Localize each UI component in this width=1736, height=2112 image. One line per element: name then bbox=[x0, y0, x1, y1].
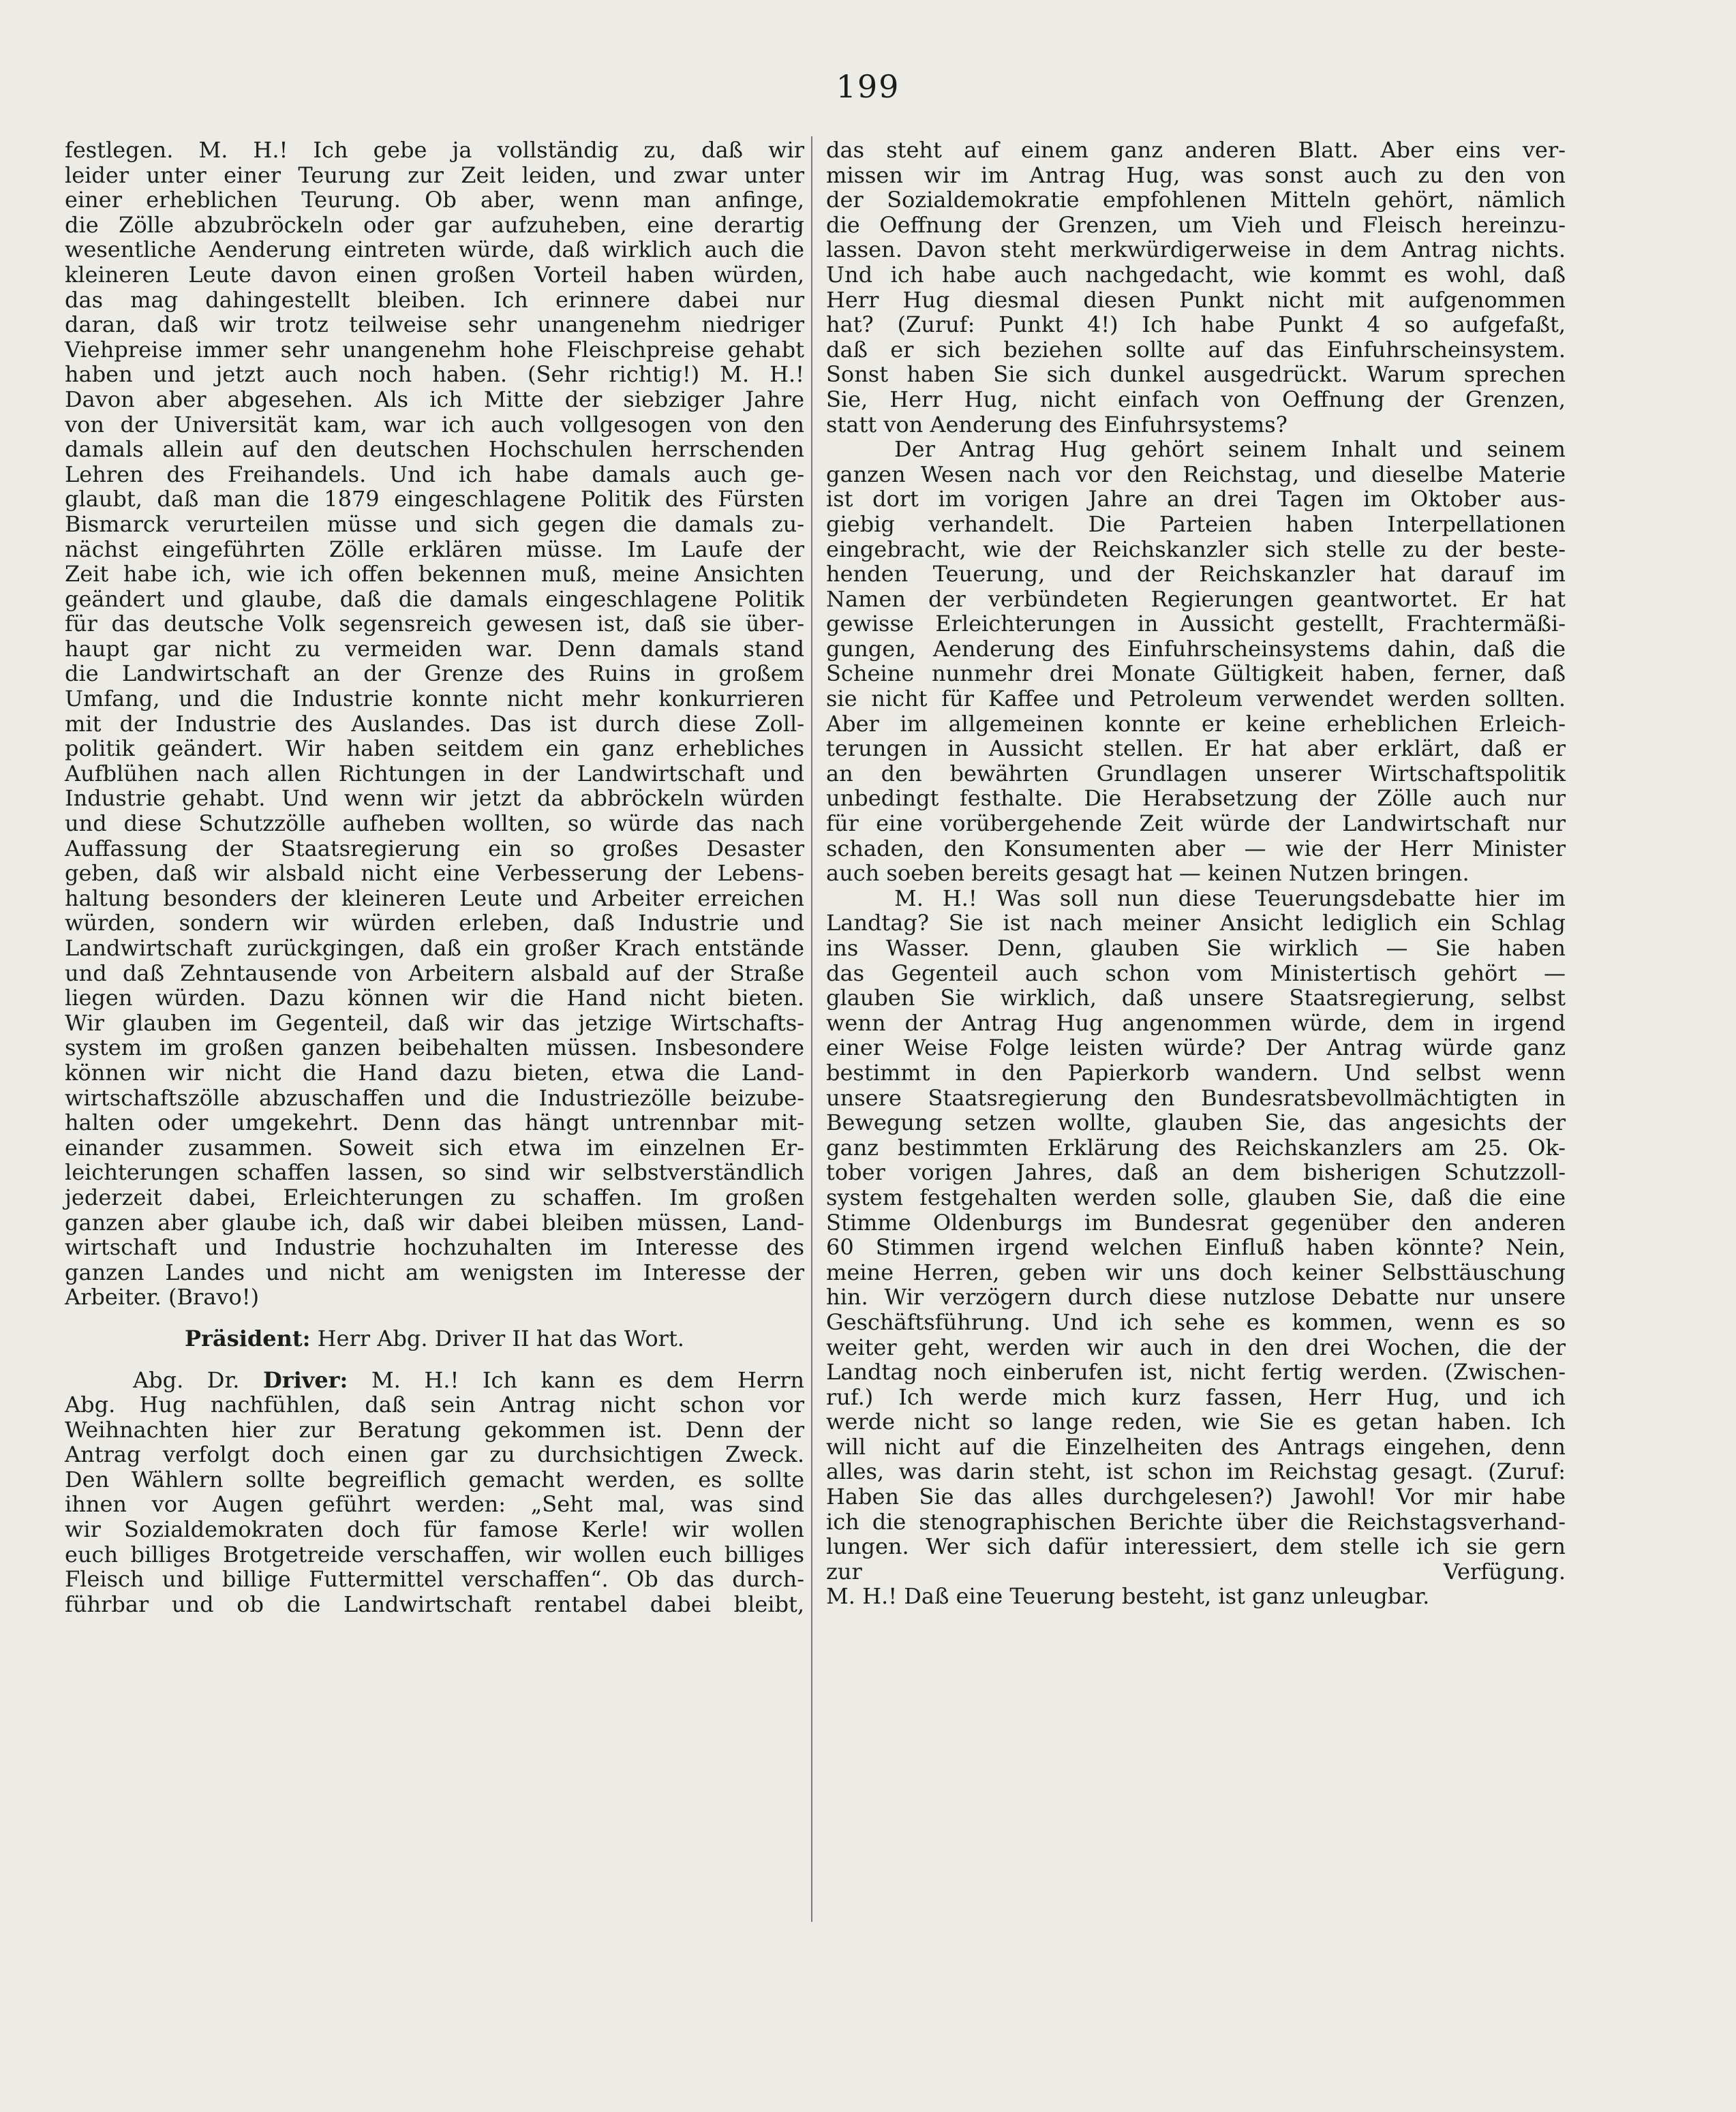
text-line: Landwirtschaft zurückgingen, daß ein großer Krach entstände bbox=[65, 935, 804, 961]
text-line: sie nicht für Kaffee und Petroleum verwendet werden sollten. bbox=[826, 686, 1566, 712]
text-line: Geschäftsführung. Und ich sehe es kommen, wenn es so bbox=[826, 1308, 1566, 1335]
text-line: kleineren Leute davon einen großen Vorteil haben würden, bbox=[65, 261, 804, 288]
speaker-label: Driver: bbox=[262, 1366, 348, 1393]
text-line: meine Herren, geben wir uns doch keiner Selbsttäuschung bbox=[826, 1259, 1566, 1285]
text-line: ist dort im vorigen Jahre an drei Tagen im Oktober aus- bbox=[826, 486, 1566, 512]
text-line: die Landwirtschaft an der Grenze des Ruins in großem bbox=[65, 660, 804, 687]
text-line: für das deutsche Volk segensreich gewesen ist, daß sie über- bbox=[65, 611, 804, 637]
text-line: 60 Stimmen irgend welchen Einfluß haben könnte? Nein, bbox=[826, 1234, 1566, 1261]
text-line: Antrag verfolgt doch einen gar zu durchsichtigen Zweck. bbox=[65, 1441, 804, 1468]
text-line: hin. Wir verzögern durch diese nutzlose Debatte nur unsere bbox=[826, 1284, 1566, 1311]
text-line: lassen. Davon steht merkwürdigerweise in dem Antrag nichts. bbox=[826, 236, 1566, 263]
text-line: Umfang, und die Industrie konnte nicht mehr konkurrieren bbox=[65, 686, 804, 712]
text-line: schaden, den Konsumenten aber — wie der Herr Minister bbox=[826, 835, 1566, 861]
text-line: Landtag? Sie ist nach meiner Ansicht lediglich ein Schlag bbox=[826, 910, 1566, 936]
text-line: das steht auf einem ganz anderen Blatt. Aber eins ver- bbox=[826, 137, 1566, 163]
text-line: damals allein auf den deutschen Hochschulen herrschenden bbox=[65, 436, 804, 463]
text-line: ihnen vor Augen geführt werden: „Seht mal, was sind bbox=[65, 1491, 804, 1518]
text-line: Scheine nunmehr drei Monate Gültigkeit haben, ferner, daß bbox=[826, 660, 1566, 687]
speaker-label: Präsident: bbox=[185, 1325, 311, 1351]
text-line: und daß Zehntausende von Arbeitern alsbald auf der Straße bbox=[65, 960, 804, 986]
page-number: 199 bbox=[836, 68, 900, 105]
text-line: Landtag noch einberufen ist, nicht fertig werden. (Zwischen- bbox=[826, 1359, 1566, 1386]
text-line: Bismarck verurteilen müsse und sich gegen die damals zu- bbox=[65, 510, 804, 537]
text-line: ruf.) Ich werde mich kurz fassen, Herr Hug, und ich bbox=[826, 1383, 1566, 1410]
text-line: weiter geht, werden wir auch in den drei Wochen, die der bbox=[826, 1334, 1566, 1360]
president-line bbox=[65, 1326, 804, 1351]
text-line: ins Wasser. Denn, glauben Sie wirklich — Sie haben bbox=[826, 935, 1566, 961]
text-line: haltung besonders der kleineren Leute und Arbeiter erreichen bbox=[65, 885, 804, 911]
text-line: statt von Aenderung des Einfuhrsystems? bbox=[826, 411, 1288, 438]
text-line: wir Sozialdemokraten doch für famose Kerle! wir wollen bbox=[65, 1516, 804, 1543]
text-line: Weihnachten hier zur Beratung gekommen ist. Denn der bbox=[65, 1416, 804, 1443]
text-line: bestimmt in den Papierkorb wandern. Und selbst wenn bbox=[826, 1059, 1566, 1086]
text-line: Zeit habe ich, wie ich offen bekennen muß, meine Ansichten bbox=[65, 561, 804, 587]
text-line: die Zölle abzubröckeln oder gar aufzuheben, eine derartig bbox=[65, 211, 804, 238]
text-line: einer Weise Folge leisten würde? Der Antrag würde ganz bbox=[826, 1035, 1566, 1061]
text-line: festlegen. M. H.! Ich gebe ja vollständig zu, daß wir bbox=[65, 137, 804, 163]
text-line: hat? (Zuruf: Punkt 4!) Ich habe Punkt 4 so aufgefaßt, bbox=[826, 311, 1566, 338]
text-line: zur Verfügung. bbox=[826, 1558, 1566, 1585]
text-line: Abg. Hug nachfühlen, daß sein Antrag nicht schon vor bbox=[65, 1392, 804, 1418]
speaker-text: Abg. Dr. bbox=[133, 1366, 240, 1393]
text-line: wesentliche Aenderung eintreten würde, daß wirklich auch die bbox=[65, 236, 804, 263]
text-line: euch billiges Brotgetreide verschaffen, wir wollen euch billiges bbox=[65, 1541, 804, 1567]
text-line: Stimme Oldenburgs im Bundesrat gegenüber den anderen bbox=[826, 1209, 1566, 1236]
text-line: leichterungen schaffen lassen, so sind wir selbstverständlich bbox=[65, 1159, 804, 1186]
text-line: ganzen Landes und nicht am wenigsten im Interesse der bbox=[65, 1259, 804, 1285]
text-line: unsere Staatsregierung den Bundesratsbevollmächtigten in bbox=[826, 1084, 1566, 1111]
text-line: ganzen aber glaube ich, daß wir dabei bleiben müssen, Land- bbox=[65, 1209, 804, 1236]
text-line: M. H.! Daß eine Teuerung besteht, ist ganz unleugbar. bbox=[826, 1583, 1430, 1610]
text-line: mit der Industrie des Auslandes. Das ist durch diese Zoll- bbox=[65, 710, 804, 737]
text-line: Bewegung setzen wollte, glauben Sie, das angesichts der bbox=[826, 1109, 1566, 1136]
text-line: Wir glauben im Gegenteil, daß wir das jetzige Wirtschafts- bbox=[65, 1009, 804, 1036]
text-line: Arbeiter. (Bravo!) bbox=[65, 1284, 260, 1311]
text-line: für eine vorübergehende Zeit würde der Landwirtschaft nur bbox=[826, 810, 1566, 837]
text-line: Namen der verbündeten Regierungen geantwortet. Er hat bbox=[826, 585, 1566, 612]
text-line: wenn der Antrag Hug angenommen würde, dem in irgend bbox=[826, 1009, 1566, 1036]
text-line: unbedingt festhalte. Die Herabsetzung der Zölle auch nur bbox=[826, 785, 1566, 812]
left-column bbox=[65, 138, 804, 1617]
text-line: Davon aber abgesehen. Als ich Mitte der siebziger Jahre bbox=[65, 386, 804, 412]
text-line: die Oeffnung der Grenzen, um Vieh und Fleisch hereinzu- bbox=[826, 211, 1566, 238]
text-line: M. H.! Was soll nun diese Teuerungsdebatte hier im bbox=[894, 885, 1566, 911]
text-line: glauben Sie wirklich, daß unsere Staatsregierung, selbst bbox=[826, 985, 1566, 1011]
text-line: Den Wählern sollte begreiflich gemacht werden, es sollte bbox=[65, 1466, 804, 1493]
text-line: halten oder umgekehrt. Denn das hängt untrennbar mit- bbox=[65, 1109, 804, 1136]
text-line: geben, daß wir alsbald nicht eine Verbesserung der Lebens- bbox=[65, 860, 804, 887]
text-line: haupt gar nicht zu vermeiden war. Denn damals stand bbox=[65, 635, 804, 662]
right-column bbox=[826, 138, 1566, 1609]
text-line: henden Teuerung, und der Reichskanzler hat darauf im bbox=[826, 561, 1566, 587]
text-line: giebig verhandelt. Die Parteien haben Interpellationen bbox=[826, 510, 1566, 537]
text-line: Und ich habe auch nachgedacht, wie kommt es wohl, daß bbox=[826, 261, 1566, 288]
text-line: terungen in Aussicht stellen. Er hat aber erklärt, daß er bbox=[826, 735, 1566, 762]
text-line: glaubt, daß man die 1879 eingeschlagene Politik des Fürsten bbox=[65, 486, 804, 512]
text-line: will nicht auf die Einzelheiten des Antrags eingehen, denn bbox=[826, 1433, 1566, 1460]
text-line: wirtschaft und Industrie hochzuhalten im Interesse des bbox=[65, 1234, 804, 1261]
text-line: von der Universität kam, war ich auch vollgesogen von den bbox=[65, 411, 804, 438]
text-line: Sonst haben Sie sich dunkel ausgedrückt. Warum sprechen bbox=[826, 361, 1566, 388]
text-line: nächst eingeführten Zölle erklären müsse. Im Laufe der bbox=[65, 536, 804, 562]
text-line: Haben Sie das alles durchgelesen?) Jawohl! Vor mir habe bbox=[826, 1484, 1566, 1510]
text-line: alles, was darin steht, ist schon im Reichstag gesagt. (Zuruf: bbox=[826, 1458, 1566, 1485]
text-line: Der Antrag Hug gehört seinem Inhalt und seinem bbox=[894, 436, 1566, 463]
text-line: ganz bestimmten Erklärung des Reichskanzlers am 25. Ok- bbox=[826, 1134, 1566, 1161]
text-line: system festgehalten werden solle, glauben Sie, daß die eine bbox=[826, 1184, 1566, 1210]
text-line: an den bewährten Grundlagen unserer Wirtschaftspolitik bbox=[826, 760, 1566, 786]
text-line: liegen würden. Dazu können wir die Hand nicht bieten. bbox=[65, 985, 804, 1011]
speaker-text: M. H.! Ich kann es dem Herrn bbox=[371, 1366, 805, 1393]
text-line: lungen. Wer sich dafür interessiert, dem stelle ich sie gern bbox=[826, 1533, 1566, 1560]
text-line: und diese Schutzzölle aufheben wollten, so würde das nach bbox=[65, 810, 804, 837]
column-divider bbox=[811, 136, 812, 1922]
text-line: leider unter einer Teurung zur Zeit leiden, und zwar unter bbox=[65, 162, 804, 188]
text-line: haben und jetzt auch noch haben. (Sehr richtig!) M. H.! bbox=[65, 361, 804, 388]
text-line: eingebracht, wie der Reichskanzler sich stelle zu der beste- bbox=[826, 536, 1566, 562]
text-line: einander zusammen. Soweit sich etwa im einzelnen Er- bbox=[65, 1134, 804, 1161]
text-line: der Sozialdemokratie empfohlenen Mitteln gehört, nämlich bbox=[826, 187, 1566, 213]
text-line: Fleisch und billige Futtermittel verschaffen“. Ob das durch- bbox=[65, 1566, 804, 1593]
text-line: Herr Hug diesmal diesen Punkt nicht mit aufgenommen bbox=[826, 286, 1566, 313]
text-line: Aufblühen nach allen Richtungen in der Landwirtschaft und bbox=[65, 760, 804, 786]
text-line: Aber im allgemeinen konnte er keine erheblichen Erleich- bbox=[826, 710, 1566, 737]
text-line: geändert und glaube, daß die damals eingeschlagene Politik bbox=[65, 585, 804, 612]
text-line: Lehren des Freihandels. Und ich habe damals auch ge- bbox=[65, 461, 804, 487]
text-line: Industrie gehabt. Und wenn wir jetzt da abbröckeln würden bbox=[65, 785, 804, 812]
text-line: daran, daß wir trotz teilweise sehr unangenehm niedriger bbox=[65, 311, 804, 338]
text-line: Viehpreise immer sehr unangenehm hohe Fleischpreise gehabt bbox=[65, 336, 804, 363]
text-line: führbar und ob die Landwirtschaft rentabel dabei bleibt, bbox=[65, 1591, 804, 1617]
text-line: ich die stenographischen Berichte über die Reichstagsverhand- bbox=[826, 1508, 1566, 1535]
text-line: Sie, Herr Hug, nicht einfach von Oeffnung der Grenzen, bbox=[826, 386, 1566, 412]
text-line: auch soeben bereits gesagt hat — keinen Nutzen bringen. bbox=[826, 860, 1469, 887]
text-line: einer erheblichen Teurung. Ob aber, wenn man anfinge, bbox=[65, 187, 804, 213]
text-line: das mag dahingestellt bleiben. Ich erinnere dabei nur bbox=[65, 286, 804, 313]
text-line: das Gegenteil auch schon vom Ministertisch gehört — bbox=[826, 960, 1566, 986]
text-line: können wir nicht die Hand dazu bieten, etwa die Land- bbox=[65, 1059, 804, 1086]
text-line: Auffassung der Staatsregierung ein so großes Desaster bbox=[65, 835, 804, 861]
president-text: Herr Abg. Driver II hat das Wort. bbox=[317, 1325, 684, 1351]
text-line: jederzeit dabei, Erleichterungen zu schaffen. Im großen bbox=[65, 1184, 804, 1210]
text-line: ganzen Wesen nach vor den Reichstag, und dieselbe Materie bbox=[826, 461, 1566, 487]
text-line: würden, sondern wir würden erleben, daß Industrie und bbox=[65, 910, 804, 936]
text-line: missen wir im Antrag Hug, was sonst auch zu den von bbox=[826, 162, 1566, 188]
text-line: system im großen ganzen beibehalten müssen. Insbesondere bbox=[65, 1035, 804, 1061]
text-line: daß er sich beziehen sollte auf das Einfuhrscheinsystem. bbox=[826, 336, 1566, 363]
text-line: politik geändert. Wir haben seitdem ein ganz erhebliches bbox=[65, 735, 804, 762]
text-line: gungen, Aenderung des Einfuhrscheinsystems dahin, daß die bbox=[826, 635, 1566, 662]
speaker-line bbox=[65, 1368, 804, 1393]
text-line: werde nicht so lange reden, wie Sie es getan haben. Ich bbox=[826, 1409, 1566, 1435]
text-line: wirtschaftszölle abzuschaffen und die Industriezölle beizube- bbox=[65, 1084, 804, 1111]
text-line: tober vorigen Jahres, daß an dem bisherigen Schutzzoll- bbox=[826, 1159, 1566, 1186]
text-line: gewisse Erleichterungen in Aussicht gestellt, Frachtermäßi- bbox=[826, 611, 1566, 637]
